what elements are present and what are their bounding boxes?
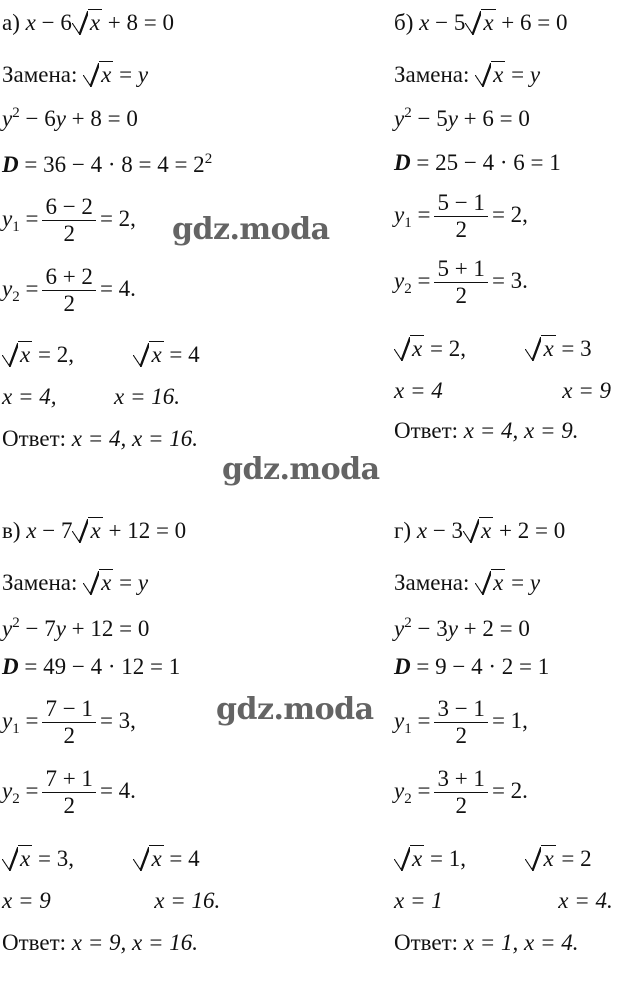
eq-coef: 3 xyxy=(451,518,464,543)
eq-coef: 7 xyxy=(60,518,73,543)
quad-c: 6 xyxy=(482,106,494,131)
quadratic: $y^2 - 7y + 12 = 0$ xyxy=(2,615,150,641)
equation: в) x − 7 x + 12 = 0 xyxy=(2,516,186,546)
eq-const: 8 xyxy=(126,10,139,35)
answer xyxy=(394,928,579,958)
substitution: Замена: x = y xyxy=(2,568,148,598)
sqrt-root-2: = 3 xyxy=(561,336,592,361)
sqrt-equations: x = 2, x = 3 xyxy=(394,334,592,364)
root-y1: $y_1$ = $\frac{3 - 1}{2}$ = 1, xyxy=(394,696,528,748)
answer xyxy=(394,416,579,446)
y2-denominator: 2 xyxy=(63,793,75,818)
sqrt-equations: x = 1, x = 2 xyxy=(394,844,592,874)
quad-c: 8 xyxy=(90,106,102,131)
solution-c xyxy=(2,512,302,982)
eq-const: 2 xyxy=(517,518,530,543)
item-label: б) xyxy=(394,10,414,35)
y2-denominator: 2 xyxy=(63,291,75,316)
y2-numerator: 7 + 1 xyxy=(42,766,95,793)
y1-result: = 3, xyxy=(99,707,136,733)
equation: б) x − 5 x + 6 = 0 xyxy=(394,8,568,38)
discriminant: $D = 36 - 4 \cdot 8 = 4 = 2^2$ xyxy=(2,151,213,177)
solution-d xyxy=(394,512,629,982)
y1-denominator: 2 xyxy=(63,723,75,748)
root-y1: $y_1$ = $\frac{5 - 1}{2}$ = 2, xyxy=(394,190,528,242)
x-values xyxy=(2,886,220,916)
quad-b: 3 xyxy=(436,616,448,641)
y2-denominator: 2 xyxy=(455,283,467,308)
x-values xyxy=(394,886,613,916)
substitution: Замена: x = y xyxy=(394,60,540,90)
x-value-1: x = 4 xyxy=(394,378,443,403)
disc-exponent: 2 xyxy=(204,151,213,167)
discriminant: D = 49 − 4 · 12 = 1 xyxy=(2,654,181,679)
answer-value: x = 9, x = 16. xyxy=(71,930,199,955)
equation: а) x − 6 x + 8 = 0 xyxy=(2,8,174,38)
item-label: в) xyxy=(2,518,21,543)
quadratic: $y^2 - 5y + 6 = 0$ xyxy=(394,105,530,131)
x-values xyxy=(394,376,611,406)
y1-denominator: 2 xyxy=(63,221,75,246)
answer xyxy=(2,928,198,958)
quad-b: 5 xyxy=(436,106,448,131)
quad-b: 7 xyxy=(44,616,56,641)
y2-result: = 4. xyxy=(99,777,136,803)
subst-label: Замена: xyxy=(2,570,78,595)
y2-result: = 2. xyxy=(491,777,528,803)
y1-numerator: 6 − 2 xyxy=(42,194,95,221)
root-y2: $y_2$ = $\frac{5 + 1}{2}$ = 3. xyxy=(394,256,528,308)
answer-value: x = 4, x = 16. xyxy=(71,426,199,451)
answer xyxy=(2,424,198,454)
disc-value: 36 − 4 · 8 = 4 = 2 xyxy=(43,152,205,177)
x-value-1: x = 4, xyxy=(2,384,57,409)
root-y2: $y_2$ = $\frac{6 + 2}{2}$ = 4. xyxy=(2,264,136,316)
x-value-2: x = 16. xyxy=(113,384,180,409)
x-value-2: x = 9 xyxy=(562,378,611,403)
answer-value: x = 1, x = 4. xyxy=(463,930,579,955)
answer-label: Ответ: xyxy=(2,930,67,955)
disc-value: 49 − 4 · 12 = 1 xyxy=(43,654,181,679)
substitution: Замена: x = y xyxy=(394,568,540,598)
quadratic: $y^2 - 3y + 2 = 0$ xyxy=(394,615,530,641)
y2-numerator: 3 + 1 xyxy=(434,766,487,793)
subst-label: Замена: xyxy=(394,62,470,87)
root-y1: $y_1$ = $\frac{7 - 1}{2}$ = 3, xyxy=(2,696,136,748)
disc-value: 9 − 4 · 2 = 1 xyxy=(435,654,550,679)
sqrt-root-2: = 2 xyxy=(561,846,592,871)
answer-value: x = 4, x = 9. xyxy=(463,418,579,443)
watermark: gdz.moda xyxy=(172,212,330,247)
watermark: gdz.moda xyxy=(216,692,374,727)
x-value-2: x = 16. xyxy=(154,888,221,913)
sqrt-root-1: = 1, xyxy=(429,846,466,871)
sqrt-root-2: = 4 xyxy=(169,846,200,871)
root-y1: $y_1$ = $\frac{6 - 2}{2}$ = 2, xyxy=(2,194,136,246)
item-label: а) xyxy=(2,10,20,35)
y2-result: = 3. xyxy=(491,267,528,293)
eq-const: 6 xyxy=(520,10,532,35)
substitution: Замена: x = y xyxy=(2,60,148,90)
root-y2: $y_2$ = $\frac{7 + 1}{2}$ = 4. xyxy=(2,766,136,818)
x-values xyxy=(2,382,180,412)
quad-c: 2 xyxy=(482,616,494,641)
quad-b: 6 xyxy=(44,106,56,131)
answer-label: Ответ: xyxy=(394,418,459,443)
root-y2: $y_2$ = $\frac{3 + 1}{2}$ = 2. xyxy=(394,766,528,818)
subst-label: Замена: xyxy=(394,570,470,595)
quad-c: 12 xyxy=(90,616,114,641)
discriminant: D = 25 − 4 · 6 = 1 xyxy=(394,150,561,175)
y2-result: = 4. xyxy=(99,275,136,301)
sqrt-root-1: = 3, xyxy=(37,846,74,871)
quadratic: $y^2 - 6y + 8 = 0$ xyxy=(2,105,138,131)
sqrt-equations: x = 3, x = 4 xyxy=(2,844,200,874)
eq-coef: 5 xyxy=(453,10,466,35)
eq-coef: 6 xyxy=(60,10,72,35)
y1-result: = 1, xyxy=(491,707,528,733)
y1-result: = 2, xyxy=(99,205,136,231)
y2-numerator: 5 + 1 xyxy=(434,256,487,283)
y1-numerator: 3 − 1 xyxy=(434,696,487,723)
y1-denominator: 2 xyxy=(455,723,467,748)
x-value-2: x = 4. xyxy=(558,888,613,913)
y1-result: = 2, xyxy=(491,201,528,227)
y1-numerator: 5 − 1 xyxy=(434,190,487,217)
discriminant: D = 9 − 4 · 2 = 1 xyxy=(394,654,550,679)
eq-const: 12 xyxy=(127,518,151,543)
watermark: gdz.moda xyxy=(222,452,380,487)
equation: г) x − 3 x + 2 = 0 xyxy=(394,516,565,546)
x-value-1: x = 9 xyxy=(2,888,51,913)
subst-label: Замена: xyxy=(2,62,78,87)
sqrt-root-1: = 2, xyxy=(37,342,74,367)
sqrt-root-2: = 4 xyxy=(169,342,200,367)
y1-numerator: 7 − 1 xyxy=(42,696,95,723)
answer-label: Ответ: xyxy=(2,426,67,451)
y1-denominator: 2 xyxy=(455,217,467,242)
y2-numerator: 6 + 2 xyxy=(42,264,95,291)
item-label: г) xyxy=(394,518,412,543)
y2-denominator: 2 xyxy=(455,793,467,818)
disc-value: 25 − 4 · 6 = 1 xyxy=(435,150,561,175)
solution-b xyxy=(394,4,629,474)
sqrt-root-1: = 2, xyxy=(429,336,466,361)
x-value-1: x = 1 xyxy=(394,888,443,913)
sqrt-equations: x = 2, x = 4 xyxy=(2,340,200,370)
answer-label: Ответ: xyxy=(394,930,459,955)
